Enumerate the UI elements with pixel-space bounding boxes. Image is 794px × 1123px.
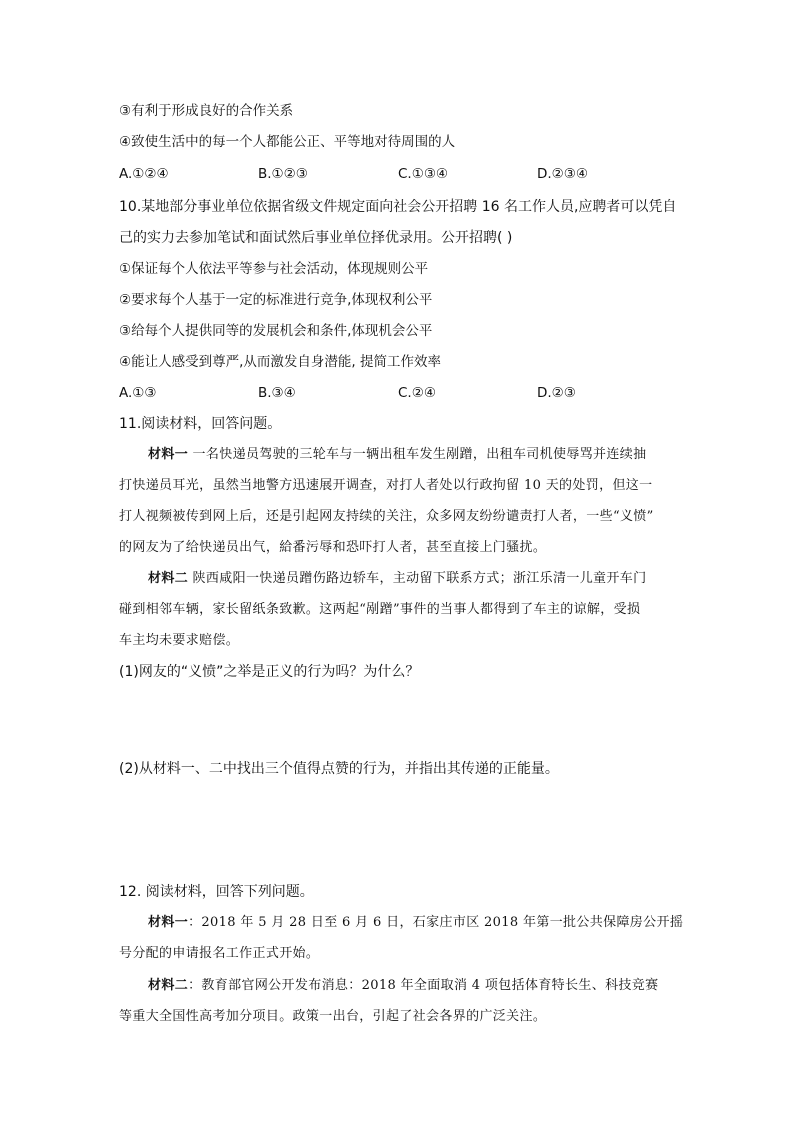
q12-material-2-line-2: 等重大全国性高考加分项目。政策一出台，引起了社会各界的广泛关注。 [119, 1009, 547, 1024]
q11-material-1-line-3: 打人视频被传到网上后，还是引起网友持续的关注，众多网友纷纷谴责打人者，一些“义愤” [119, 509, 654, 524]
q9-option-c: C.①③④ [398, 166, 449, 182]
q10-stem-line-2: 己的实力去参加笔试和面试然后事业单位择优录用。公开招聘( ) [119, 230, 513, 246]
q12-material-1-line-2: 号分配的申请报名工作正式开始。 [119, 946, 320, 961]
q11-material-2-text: 陕西咸阳一快递员蹭伤路边轿车，主动留下联系方式；浙江乐清一儿童开车门 [188, 571, 647, 586]
q10-statement-1: ①保证每个人依法平等参与社会活动，体现规则公平 [119, 261, 429, 277]
q9-statement-4: ④致使生活中的每一个人都能公正、平等地对待周围的人 [119, 134, 456, 150]
q12-material-2-line-1 [148, 976, 658, 996]
q11-material-2-line-3: 车主均未要求赔偿。 [119, 633, 240, 648]
q9-option-d: D.②③④ [537, 166, 588, 182]
q10-option-d: D.②③ [537, 385, 576, 401]
q10-statement-2: ②要求每个人基于一定的标准进行竞争,体现权利公平 [119, 292, 433, 308]
q10-option-c: C.②④ [398, 385, 436, 401]
q11-material-2-line-1 [148, 569, 646, 589]
q12-material-1-line-1 [148, 913, 683, 933]
q11-subquestion-2: (2)从材料一、二中找出三个值得点赞的行为，并指出其传递的正能量。 [119, 761, 559, 777]
q10-option-a: A.①③ [119, 385, 157, 401]
q11-material-2-line-2: 碰到相邻车辆，家长留纸条致歉。这两起“剐蹭”事件的当事人都得到了车主的谅解，受损 [119, 602, 641, 617]
q11-material-1-line-1 [148, 445, 646, 465]
q12-material-1-label: 材料一 [148, 915, 189, 930]
q10-stem-line-1: 10.某地部分事业单位依据省级文件规定面向社会公开招聘 16 名工作人员,应聘者可以凭自 [119, 199, 677, 215]
q12-title: 12. 阅读材料，回答下列问题。 [119, 884, 314, 900]
q11-subquestion-1: (1)网友的“义愤”之举是正义的行为吗？为什么？ [119, 664, 420, 680]
q10-options [119, 383, 639, 403]
q11-material-1-line-4: 的网友为了给快递员出气，給番污辱和恐吓打人者，甚至直接上门骚扰。 [119, 540, 547, 555]
q11-title: 11.阅读材料，回答问题。 [119, 416, 282, 432]
q11-material-1-text: 一名快递员驾驶的三轮车与一辆出租车发生剐蹭，出租车司机使辱骂并连续抽 [188, 447, 647, 462]
q12-material-2-label: 材料二 [148, 978, 189, 993]
q11-material-1-line-2: 打快递员耳光，虽然当地警方迅速展开调查，对打人者处以行政拘留 10 天的处罚，但这一 [119, 478, 653, 493]
q9-option-a: A.①②④ [119, 166, 169, 182]
q10-statement-4: ④能让人感受到尊严,从而激发自身潜能, 提简工作效率 [119, 354, 441, 370]
q12-material-1-text: ：2018 年 5 月 28 日至 6 月 6 日，石家庄市区 2018 年第一批公共保障房公开摇 [188, 915, 684, 930]
q11-material-1-label: 材料一 [148, 447, 189, 462]
q9-option-b: B.①②③ [258, 166, 308, 182]
q11-material-2-label: 材料二 [148, 571, 189, 586]
q9-options [119, 164, 639, 184]
q10-statement-3: ③给每个人提供同等的发展机会和条件,体现机会公平 [119, 323, 433, 339]
q9-statement-3: ③有利于形成良好的合作关系 [119, 103, 294, 119]
q10-option-b: B.③④ [258, 385, 296, 401]
q12-material-2-text: ：教育部官网公开发布消息：2018 年全面取消 4 项包括体育特长生、科技竞赛 [188, 978, 659, 993]
